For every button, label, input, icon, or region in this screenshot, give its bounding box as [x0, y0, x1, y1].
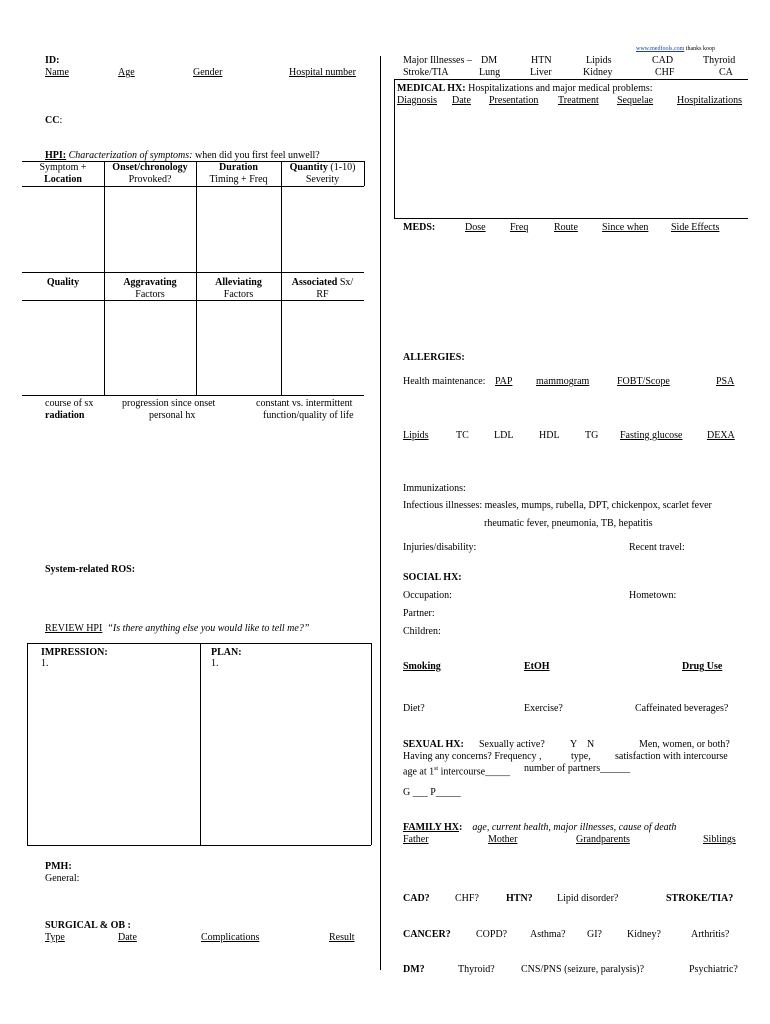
hometown-label: Hometown:	[629, 590, 677, 601]
infectious-illnesses-line-1: Infectious illnesses: measles, mumps, rubella, DPT, chickenpox, scarlet fever	[403, 500, 712, 511]
quality-header: Quality	[46, 277, 80, 288]
mhx-treatment: Treatment	[558, 95, 599, 106]
recent-travel-label: Recent travel:	[629, 542, 685, 553]
caffeinated-label: Caffeinated beverages?	[635, 703, 729, 714]
number-of-partners: number of partners______	[524, 763, 631, 774]
family-grandparents: Grandparents	[576, 834, 630, 845]
immunizations-label: Immunizations:	[403, 483, 466, 494]
gender-field-label: Gender	[193, 67, 223, 78]
fam-chf: CHF?	[455, 893, 479, 904]
major-lipids: Lipids	[586, 55, 612, 66]
fam-kidney: Kidney?	[627, 929, 661, 940]
plan-label: PLAN:	[211, 647, 242, 658]
meds-side-effects: Side Effects	[671, 222, 720, 233]
smoking-label: Smoking	[403, 661, 441, 672]
meds-route: Route	[554, 222, 578, 233]
having-concerns: Having any concerns? Frequency ,	[403, 751, 542, 762]
alleviating-header: Alleviating Factors	[215, 277, 262, 300]
etoh-label: EtOH	[524, 661, 550, 672]
symptom-location-header: Symptom + Location	[39, 162, 87, 185]
course-of-sx: course of sx	[45, 398, 94, 409]
major-cad: CAD	[652, 55, 674, 66]
mhx-diagnosis: Diagnosis	[397, 95, 437, 106]
type-label: type,	[571, 751, 591, 762]
lipids-label: Lipids	[403, 430, 429, 441]
surgical-type: Type	[45, 932, 65, 943]
id-label: ID:	[45, 55, 60, 66]
fam-htn: HTN?	[506, 893, 533, 904]
pmh-general: General:	[45, 873, 80, 884]
name-field-label: Name	[45, 67, 69, 78]
occupation-label: Occupation:	[403, 590, 452, 601]
partner-label: Partner:	[403, 608, 435, 619]
fam-dm: DM?	[403, 964, 425, 975]
sexually-active: Sexually active?	[479, 739, 545, 750]
mhx-date: Date	[452, 95, 471, 106]
major-ca: CA	[719, 67, 733, 78]
hospital-number-field-label: Hospital number	[289, 67, 356, 78]
quantity-header: Quantity (1-10) Severity	[289, 162, 356, 185]
fam-arthritis: Arthritis?	[691, 929, 730, 940]
gravida-para: G ___ P_____	[403, 787, 461, 798]
social-hx-label: SOCIAL HX:	[403, 572, 462, 583]
surgical-date: Date	[118, 932, 137, 943]
fam-cancer: CANCER?	[403, 929, 451, 940]
major-illnesses-label: Major Illnesses –	[403, 55, 472, 66]
lipid-tc: TC	[456, 430, 469, 441]
yes-option: Y	[570, 739, 578, 750]
lipid-fasting-glucose: Fasting glucose	[620, 430, 683, 441]
hm-mammogram: mammogram	[536, 376, 590, 387]
function-quality-of-life: function/quality of life	[263, 410, 354, 421]
column-divider	[380, 56, 381, 970]
health-maintenance-label: Health maintenance:	[403, 376, 486, 387]
major-liver: Liver	[530, 67, 552, 78]
family-hx-header: FAMILY HX: age, current health, major illnesses, cause of death	[403, 822, 677, 833]
infectious-illnesses-line-2: rheumatic fever, pneumonia, TB, hepatitis	[484, 518, 653, 529]
meds-label: MEDS:	[403, 222, 436, 233]
fam-cad: CAD?	[403, 893, 430, 904]
radiation: radiation	[45, 410, 85, 421]
hpi-header: HPI: Characterization of symptoms: when did you first feel unwell?	[45, 150, 320, 161]
mhx-presentation: Presentation	[489, 95, 539, 106]
age-field-label: Age	[118, 67, 135, 78]
personal-hx: personal hx	[149, 410, 196, 421]
credit-line: www.medfools.com thanks koop	[636, 46, 715, 52]
fam-gi: GI?	[587, 929, 602, 940]
sexual-hx-label: SEXUAL HX:	[403, 739, 464, 750]
injuries-label: Injuries/disability:	[403, 542, 477, 553]
diet-label: Diet?	[403, 703, 425, 714]
system-ros-label: System-related ROS:	[45, 564, 136, 575]
allergies-label: ALLERGIES:	[403, 352, 465, 363]
surgical-ob-label: SURGICAL & OB :	[45, 920, 131, 931]
major-dm: DM	[481, 55, 498, 66]
lipid-hdl: HDL	[539, 430, 560, 441]
meds-freq: Freq	[510, 222, 529, 233]
lipid-tg: TG	[585, 430, 599, 441]
age-first-intercourse: age at 1st intercourse_____	[403, 766, 511, 778]
family-siblings: Siblings	[703, 834, 736, 845]
mhx-sequelae: Sequelae	[617, 95, 654, 106]
lipid-ldl: LDL	[494, 430, 514, 441]
constant-vs-intermittent: constant vs. intermittent	[256, 398, 353, 409]
drug-use-label: Drug Use	[682, 661, 723, 672]
family-mother: Mother	[488, 834, 518, 845]
medfools-link[interactable]: www.medfools.com	[636, 46, 685, 52]
satisfaction-label: satisfaction with intercourse	[615, 751, 728, 762]
hm-psa: PSA	[716, 376, 735, 387]
review-hpi: REVIEW HPI “Is there anything else you would like to tell me?”	[45, 623, 310, 634]
no-option: N	[587, 739, 595, 750]
family-father: Father	[403, 834, 429, 845]
major-kidney: Kidney	[583, 67, 613, 78]
medical-hx-header: MEDICAL HX: Hospitalizations and major medical problems:	[397, 83, 653, 94]
fam-thyroid: Thyroid?	[458, 964, 495, 975]
lipid-dexa: DEXA	[707, 430, 735, 441]
onset-chronology-header: Onset/chronology Provoked?	[112, 162, 188, 185]
surgical-result: Result	[329, 932, 355, 943]
surgical-complications: Complications	[201, 932, 260, 943]
fam-cns-pns: CNS/PNS (seizure, paralysis)?	[521, 964, 645, 975]
fam-psychiatric: Psychiatric?	[689, 964, 738, 975]
fam-lipid-disorder: Lipid disorder?	[557, 893, 619, 904]
cc-label: CC:	[45, 115, 63, 126]
plan-item-1: 1.	[211, 658, 219, 669]
major-htn: HTN	[531, 55, 552, 66]
fam-asthma: Asthma?	[530, 929, 566, 940]
impression-item-1: 1.	[41, 658, 49, 669]
children-label: Children:	[403, 626, 441, 637]
meds-dose: Dose	[465, 222, 486, 233]
progression-since-onset: progression since onset	[122, 398, 216, 409]
men-women-both: Men, women, or both?	[639, 739, 730, 750]
major-thyroid: Thyroid	[703, 55, 736, 66]
fam-stroke-tia: STROKE/TIA?	[666, 893, 734, 904]
impression-label: IMPRESSION:	[41, 647, 108, 658]
major-lung: Lung	[479, 67, 501, 78]
major-chf: CHF	[655, 67, 675, 78]
major-stroke-tia: Stroke/TIA	[403, 67, 449, 78]
associated-header: Associated Sx/ RF	[291, 277, 354, 300]
aggravating-header: Aggravating Factors	[123, 277, 177, 300]
exercise-label: Exercise?	[524, 703, 563, 714]
mhx-hospitalizations: Hospitalizations	[677, 95, 742, 106]
duration-header: Duration Timing + Freq	[209, 162, 268, 185]
pmh-label: PMH:	[45, 861, 72, 872]
hm-fobt-scope: FOBT/Scope	[617, 376, 670, 387]
fam-copd: COPD?	[476, 929, 508, 940]
meds-since-when: Since when	[602, 222, 649, 233]
hm-pap: PAP	[495, 376, 513, 387]
